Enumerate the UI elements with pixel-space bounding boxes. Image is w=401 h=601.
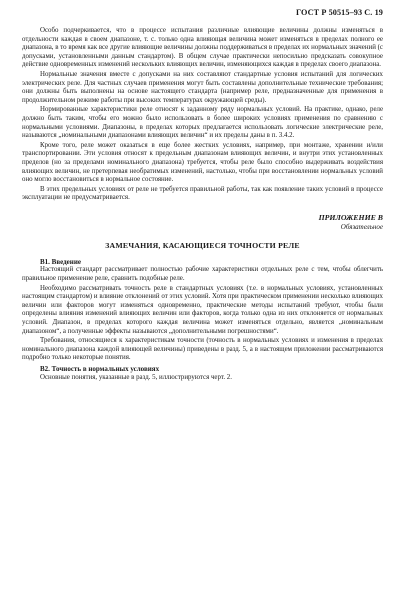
paragraph: Настоящий стандарт рассматривает полностью рабочие характеристики отдельных реле с тем, чтобы облегчить правильное применение реле, сравнить подобные реле. xyxy=(22,266,383,283)
section-heading: ЗАМЕЧАНИЯ, КАСАЮЩИЕСЯ ТОЧНОСТИ РЕЛЕ xyxy=(105,240,300,250)
appendix-status: Обязательное xyxy=(340,222,383,231)
subheading-b2: В2. Точность в нормальных условиях xyxy=(40,365,160,373)
paragraph: Основные понятия, указанные в разд. 5, иллюстрируются черт. 2. xyxy=(40,373,232,381)
paragraph: Особо подчеркивается, что в процессе испытания различные влияющие величины должны изменяться в отдельности каждая в своем диапазоне, т. с. только одна влияющая величина может изменяться в пределах полного ее диапазона, в то время как все другие влияющие величины должны поддерживаться в пределах их нормальных значений (с допусками, установленными данным стандартом). В общем случае практически непосильно предсказать совокупное действие одновременных изменений нескольких влияющих величин, изменяющихся каждая в пределах своего диапазона. xyxy=(22,27,383,69)
paragraph: Кроме того, реле может оказаться в еще более жестких условиях, например, при монтаже, хранении и/или транспортировании. Эти условия относят к предельным диапазонам влияющих величин, и внутри этих установленных пределов (но за пределами номинального диапазона) требуется, чтобы реле было способно выдерживать воздействия влияющих величин, не претерпевая необратимых изменений, настолько, чтобы при восстановлении нормальных условий оно могло восстановиться в нормальное состояние. xyxy=(22,141,383,184)
paragraph: Нормальные значения вместе с допусками на них составляют стандартные условия испытаний для логических электрических реле. Для частных случаев применения могут быть составлены дополнительные технические требования; они должны быть выполнены на основе настоящего стандарта (например реле, предназначенные для применения в продолжительном режиме работы при высоких температурах окружающей среды). xyxy=(22,70,383,104)
appendix-title: ПРИЛОЖЕНИЕ В xyxy=(318,212,383,222)
subheading-b1: В1. Введение xyxy=(40,257,81,266)
paragraph: Требования, относящиеся к характеристикам точности (точность в нормальных условиях и изменения в пределах номинального диапазона каждой влияющей величины) приведены в разд. 5, а в настоящем приложении рассматриваются подробно только некоторые понятия. xyxy=(22,337,383,362)
running-head: ГОСТ Р 50515–93 С. 19 xyxy=(295,8,383,17)
paragraph: Нормированные характеристики реле относят к заданному ряду нормальных условий. На практике, однако, реле должно быть таким, чтобы его можно было использовать в более широких условиях применения по сравнению с нормальными условиями. Диапазоны, в пределах которых предлагается использовать логические электрические реле, называются „номинальными диапазонами влияющих величин“ и их пределы даны в п. 3.4.2. xyxy=(22,106,383,140)
paragraph: Необходимо рассматривать точность реле в стандартных условиях (т.е. в нормальных условиях, установленных настоящим стандартом) и влияние отклонений от этих условий. Хотя при практическом применении несколько влияющих величин или факторов могут изменяться одновременно, практические методы испытаний требуют, чтобы были определены влияния изменений влияющих величин или факторов, когда только одна из них отклоняется от нормальных условий. Диапазон, в пределах которого каждая величина может изменяться отдельно, является „номинальным диапазоном“, а полученные эффекты называются „дополнительными погрешностями“. xyxy=(22,284,383,335)
paragraph: В этих предельных условиях от реле не требуется правильной работы, так как появление таких условий в процессе эксплуатации не предусматривается. xyxy=(22,185,383,202)
